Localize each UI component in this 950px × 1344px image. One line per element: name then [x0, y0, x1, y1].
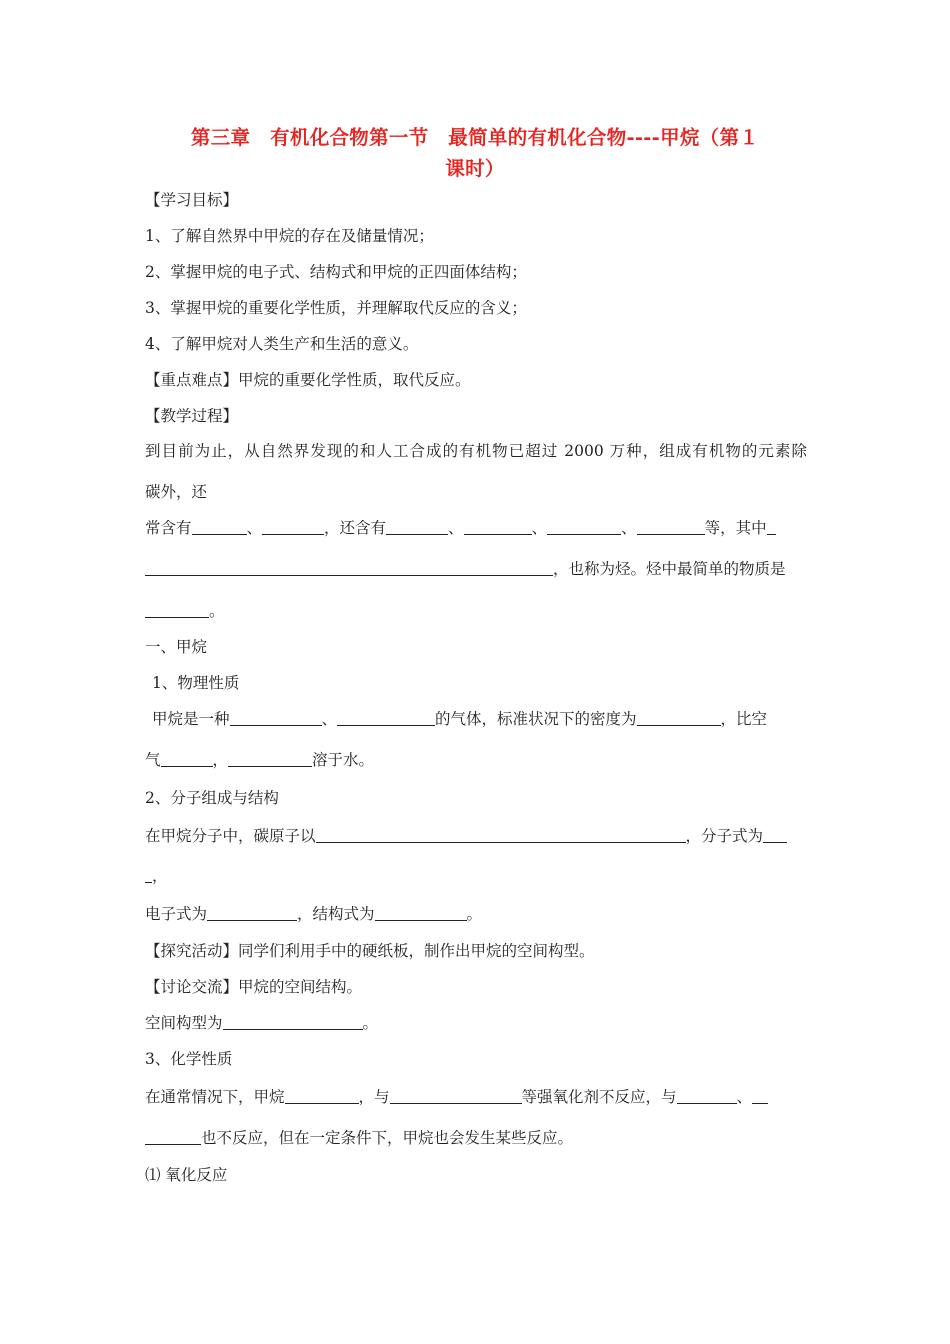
- section-methane-heading: 一、甲烷: [145, 638, 208, 656]
- fill-blank[interactable]: [207, 904, 297, 921]
- fill-blank[interactable]: [637, 518, 705, 535]
- fill-blank[interactable]: [375, 904, 467, 921]
- fill-blank[interactable]: [547, 518, 621, 535]
- fill-blank[interactable]: [337, 709, 435, 726]
- fill-blank[interactable]: [464, 518, 532, 535]
- objective-item-2: 2、掌握甲烷的电子式、结构式和甲烷的正四面体结构；: [145, 263, 527, 281]
- spatial-shape-line: 空间构型为 。: [145, 1014, 379, 1032]
- fill-blank[interactable]: [386, 518, 448, 535]
- physical-line-1: 甲烷是一种 、 的气体，标准状况下的密度为 ，比空: [152, 710, 768, 728]
- intro-line-1: 到目前为止，从自然界发现的和人工合成的有机物已超过 2000 万种，组成有机物的元素除: [145, 442, 807, 460]
- physical-line-2: 气 ， 溶于水。: [145, 751, 375, 769]
- structure-line-2: ，: [145, 866, 168, 886]
- objectives-heading: 【学习目标】: [145, 191, 239, 209]
- structure-line-1: 在甲烷分子中，碳原子以 ，分子式为: [145, 826, 787, 846]
- process-heading: 【教学过程】: [145, 407, 239, 425]
- fill-blank[interactable]: [145, 1128, 201, 1145]
- objective-item-3: 3、掌握甲烷的重要化学性质，并理解取代反应的含义；: [145, 299, 527, 317]
- chemical-line-1: 在通常情况下，甲烷 ，与 等强氧化剂不反应，与 、: [145, 1087, 768, 1107]
- fill-blank[interactable]: [145, 559, 553, 576]
- fill-blank[interactable]: [145, 866, 152, 883]
- physical-heading: 1、物理性质: [152, 674, 240, 692]
- explore-activity: 【探究活动】同学们利用手中的硬纸板，制作出甲烷的空间构型。: [145, 942, 595, 960]
- fill-blank[interactable]: [192, 518, 247, 535]
- intro-line-3: 常含有 、 ，还含有 、 、 、 等，其中: [145, 518, 776, 538]
- fill-blank[interactable]: [637, 709, 721, 726]
- chemical-heading: 3、化学性质: [145, 1050, 233, 1068]
- fill-blank[interactable]: [677, 1087, 737, 1104]
- fill-blank[interactable]: [223, 1013, 363, 1030]
- structure-line-3: 电子式为 ，结构式为 。: [145, 905, 483, 923]
- fill-blank[interactable]: [228, 750, 312, 767]
- key-points-text: 甲烷的重要化学性质，取代反应。: [238, 371, 471, 389]
- fill-blank[interactable]: [767, 518, 776, 535]
- key-points: [145, 370, 471, 390]
- title-line-1: 第三章 有机化合物第一节 最简单的有机化合物----甲烷（第１: [190, 126, 760, 149]
- fill-blank[interactable]: [390, 1087, 522, 1104]
- fill-blank[interactable]: [230, 709, 322, 726]
- intro-line-5: 。: [145, 601, 225, 621]
- key-points-label: 【重点难点】: [145, 371, 239, 389]
- oxidation-reaction-heading: ⑴ 氧化反应: [145, 1166, 228, 1184]
- fill-blank[interactable]: [161, 750, 213, 767]
- fill-blank[interactable]: [145, 601, 209, 618]
- fill-blank[interactable]: [316, 826, 686, 843]
- discuss-exchange: 【讨论交流】甲烷的空间结构。: [145, 978, 363, 996]
- fill-blank[interactable]: [262, 518, 324, 535]
- fill-blank[interactable]: [752, 1087, 768, 1104]
- fill-blank[interactable]: [285, 1087, 359, 1104]
- fill-blank[interactable]: [763, 826, 787, 843]
- title-line-2: 课时）: [445, 157, 505, 180]
- page-title: [140, 122, 810, 184]
- objective-item-4: 4、了解甲烷对人类生产和生活的意义。: [145, 335, 419, 353]
- intro-line-2: 碳外，还: [145, 483, 208, 501]
- chemical-line-2: 也不反应，但在一定条件下，甲烷也会发生某些反应。: [145, 1128, 573, 1148]
- intro-line-4: ，也称为烃。烃中最简单的物质是: [145, 559, 786, 579]
- objective-item-1: 1、了解自然界中甲烷的存在及储量情况；: [145, 227, 434, 245]
- structure-heading: 2、分子组成与结构: [145, 789, 279, 807]
